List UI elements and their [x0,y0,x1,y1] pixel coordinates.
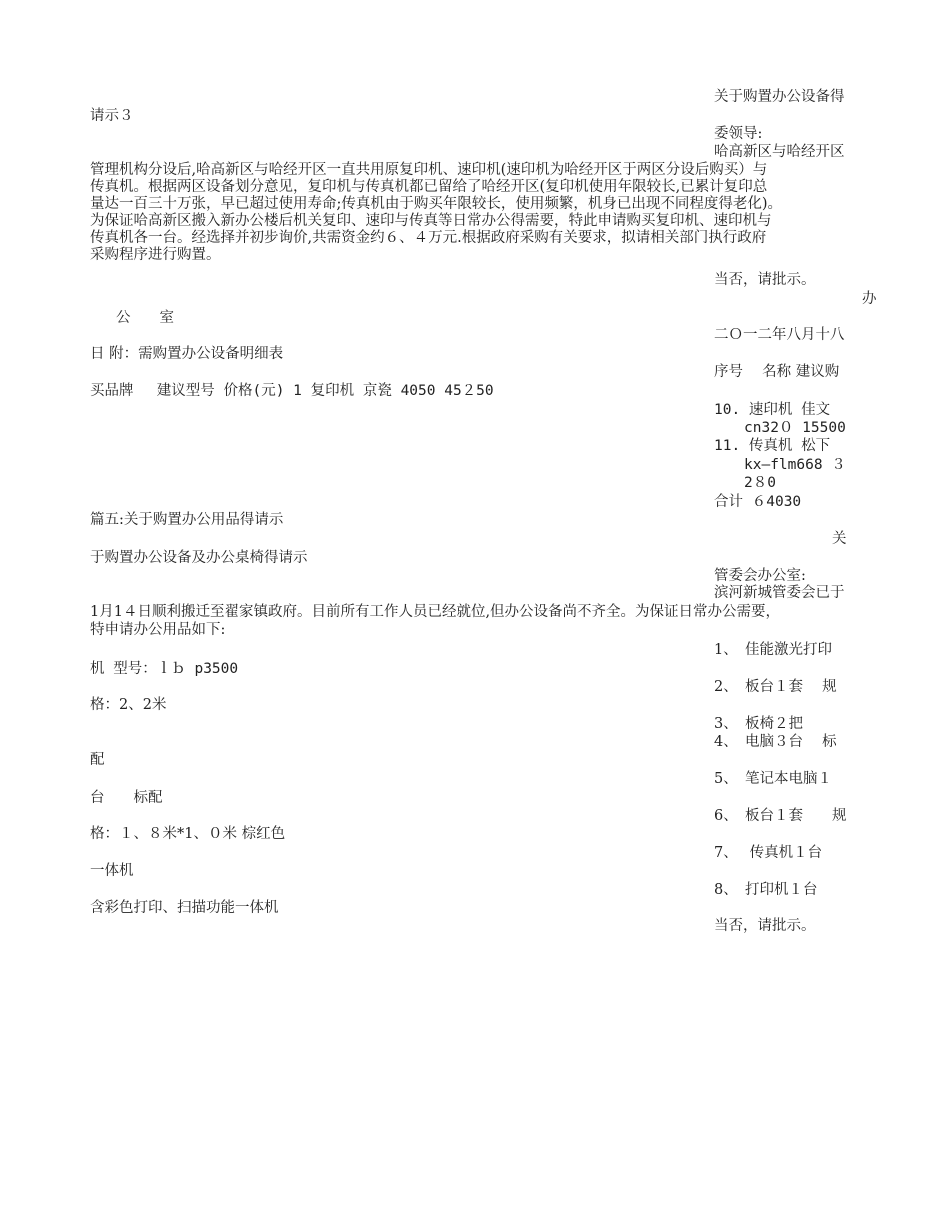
body-line: 量达一百三十万张，早已超过使用寿命;传真机由于购买年限较长，使用频繁，机身已出现不同程度得老化)。 [90,196,783,212]
recipient: 管委会办公室: [714,568,806,584]
body-line: 采购程序进行购置。 [90,247,221,263]
list-item-detail: 格：１、８米*1、０米 棕红色 [90,826,286,842]
table-total: 合计 ６4030 [714,494,802,510]
body-line: 传真机各一台。经选择并初步询价,共需资金约６、４万元.根据政府采购有关要求，拟请相关部门执行政府 [90,230,767,246]
list-item: 2、 板台１套 规 [714,679,837,695]
list-item: 6、 板台１套 规 [714,808,847,824]
list-item: 7、 传真机１台 [714,845,823,861]
title-continuation: 请示３ [90,108,134,124]
list-item-detail: 配 [90,752,105,768]
binhe-line2a: 1月1４日顺利搬迁至翟家镇政府。目前所有工作人员已经就位,但办公设备尚不齐全。为保证日常办公需要， [90,604,781,620]
approval-request-2: 当否，请批示。 [714,918,816,934]
list-item: 4、 电脑３台 标 [714,734,837,750]
date-line: 二Ｏ一二年八月十八 [714,327,845,343]
body-line: 传真机。根据两区设备划分意见，复印机与传真机都已留给了哈经开区(复印机使用年限较长,已累计复印总 [90,179,768,195]
office-rest: 公 室 [116,310,174,326]
intro-line: 哈高新区与哈经开区 [714,144,845,160]
body-line: 管理机构分设后,哈高新区与哈经开区一直共用原复印机、速印机(速印机为哈经开区于两区分设后购买）与 [90,162,768,178]
list-item: 3、 板椅２把 [714,716,803,732]
body-line: 为保证哈高新区搬入新办公楼后机关复印、速印与传真等日常办公得需要，特此申请购买复印机、速印机与 [90,213,772,229]
table-row-10a: 10. 速印机 佳文 [714,402,831,418]
part5-heading: 篇五:关于购置办公用品得请示 [90,512,284,528]
right-title: 关于购置办公设备得 [714,89,845,105]
approval-request: 当否，请批示。 [714,272,816,288]
list-item-detail: 机 型号：ｌｂ p3500 [90,661,239,677]
list-item: 1、 佳能激光打印 [714,642,832,658]
table-row-11c: 2８0 [744,475,776,491]
list-item-detail: 一体机 [90,863,134,879]
binhe-line2b: 特申请办公用品如下: [90,622,226,638]
table-header-left: 买品牌 建议型号 价格(元) 1 复印机 京瓷 4050 45２50 [90,383,494,399]
table-row-10b: cn32０ 15500 [744,420,846,436]
list-item-detail: 台 标配 [90,790,163,806]
list-item-detail: 格：2、2米 [90,697,167,713]
table-row-11a: 11. 传真机 松下 [714,438,831,454]
list-item-detail: 含彩色打印、扫描功能一体机 [90,900,279,916]
list-item: 5、 笔记本电脑１ [714,771,832,787]
binhe-line1: 滨河新城管委会已于 [714,585,845,601]
part5-right-char: 关 [832,531,847,547]
table-header-right: 序号 名称 建议购 [714,364,840,380]
salutation: 委领导: [714,126,763,142]
attachment-line: 日 附：需购置办公设备明细表 [90,346,284,362]
office-char: 办 [862,291,877,307]
table-row-11b: kx—flm668 ３ [744,457,846,473]
part5-title: 于购置办公设备及办公桌椅得请示 [90,550,308,566]
list-item: 8、 打印机１台 [714,882,818,898]
